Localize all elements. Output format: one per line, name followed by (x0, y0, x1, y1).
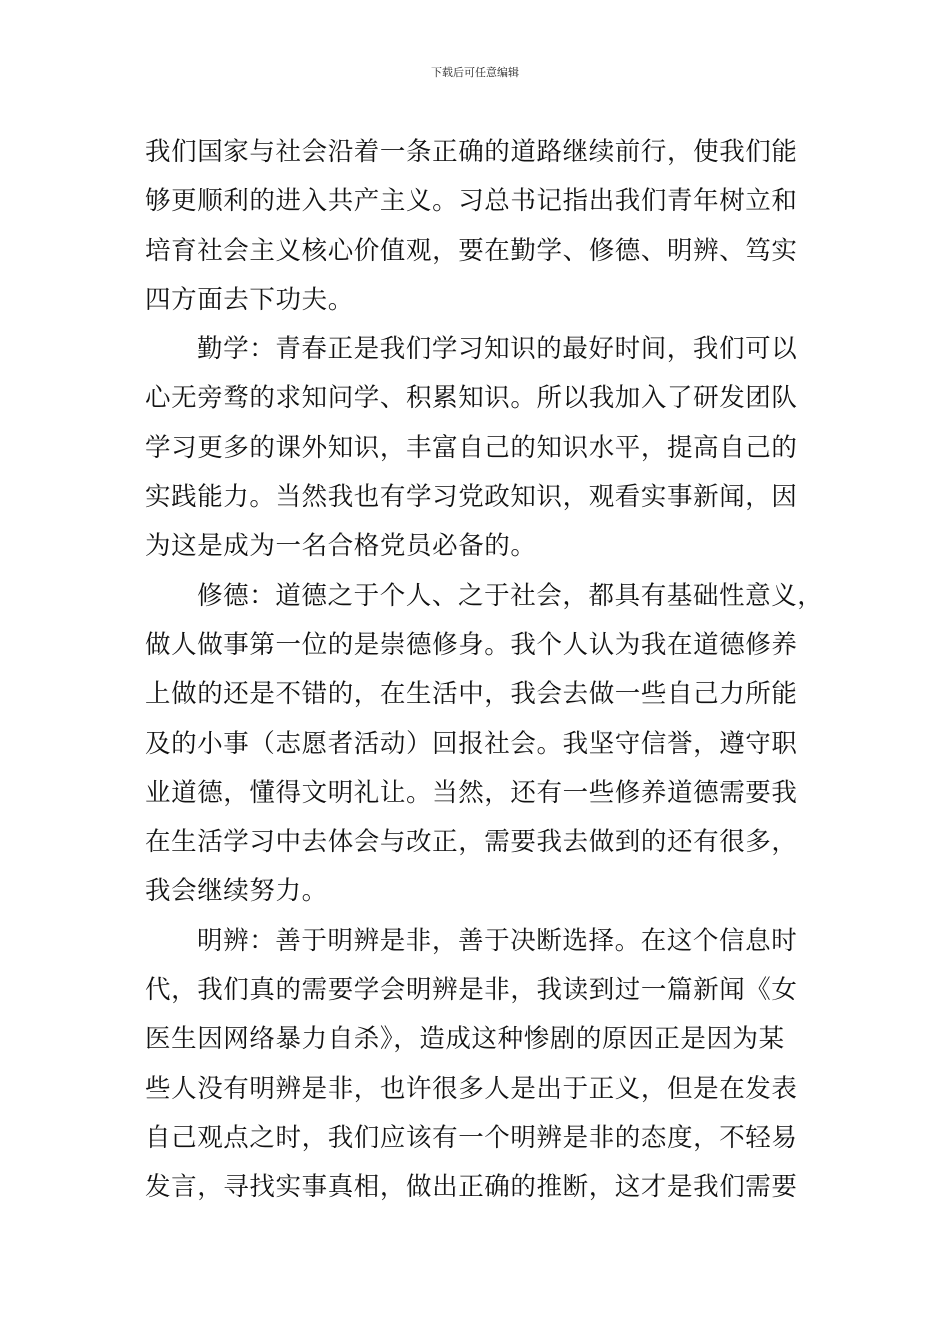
text-line: 实践能力。当然我也有学习党政知识，观看实事新闻，因 (145, 482, 798, 513)
text-line: 培育社会主义核心价值观，要在勤学、修德、明辨、笃实 (145, 235, 798, 266)
text-line: 上做的还是不错的，在生活中，我会去做一些自己力所能 (145, 679, 798, 710)
text-line: 修德：道德之于个人、之于社会，都具有基础性意义， (197, 580, 824, 611)
text-line: 勤学：青春正是我们学习知识的最好时间，我们可以 (197, 334, 798, 365)
text-line: 医生因网络暴力自杀》，造成这种惨剧的原因正是因为某 (145, 1024, 785, 1055)
text-line: 学习更多的课外知识，丰富自己的知识水平，提高自己的 (145, 432, 798, 463)
page-header: 下载后可任意编辑 (431, 66, 519, 79)
text-line: 自己观点之时，我们应该有一个明辨是非的态度，不轻易 (145, 1122, 798, 1153)
text-line: 代，我们真的需要学会明辨是非，我读到过一篇新闻《女 (145, 975, 798, 1006)
text-line: 发言，寻找实事真相，做出正确的推断，这才是我们需要 (145, 1172, 798, 1203)
text-line: 够更顺利的进入共产主义。习总书记指出我们青年树立和 (145, 186, 798, 217)
text-line: 我们国家与社会沿着一条正确的道路继续前行，使我们能 (145, 137, 798, 167)
text-line: 我会继续努力。 (145, 876, 328, 907)
text-line: 些人没有明辨是非，也许很多人是出于正义，但是在发表 (145, 1073, 798, 1104)
text-line: 及的小事（志愿者活动）回报社会。我坚守信誉，遵守职 (145, 728, 798, 759)
text-line: 明辨：善于明辨是非，善于决断选择。在这个信息时 (197, 925, 798, 956)
text-line: 业道德，懂得文明礼让。当然，还有一些修养道德需要我 (145, 777, 798, 808)
text-line: 为这是成为一名合格党员必备的。 (145, 531, 537, 562)
document-body (145, 128, 825, 1213)
text-line: 心无旁骛的求知问学、积累知识。所以我加入了研发团队 (145, 383, 798, 414)
text-line: 做人做事第一位的是崇德修身。我个人认为我在道德修养 (145, 629, 798, 660)
text-line: 四方面去下功夫。 (145, 284, 354, 315)
text-line: 在生活学习中去体会与改正，需要我去做到的还有很多， (145, 827, 798, 858)
